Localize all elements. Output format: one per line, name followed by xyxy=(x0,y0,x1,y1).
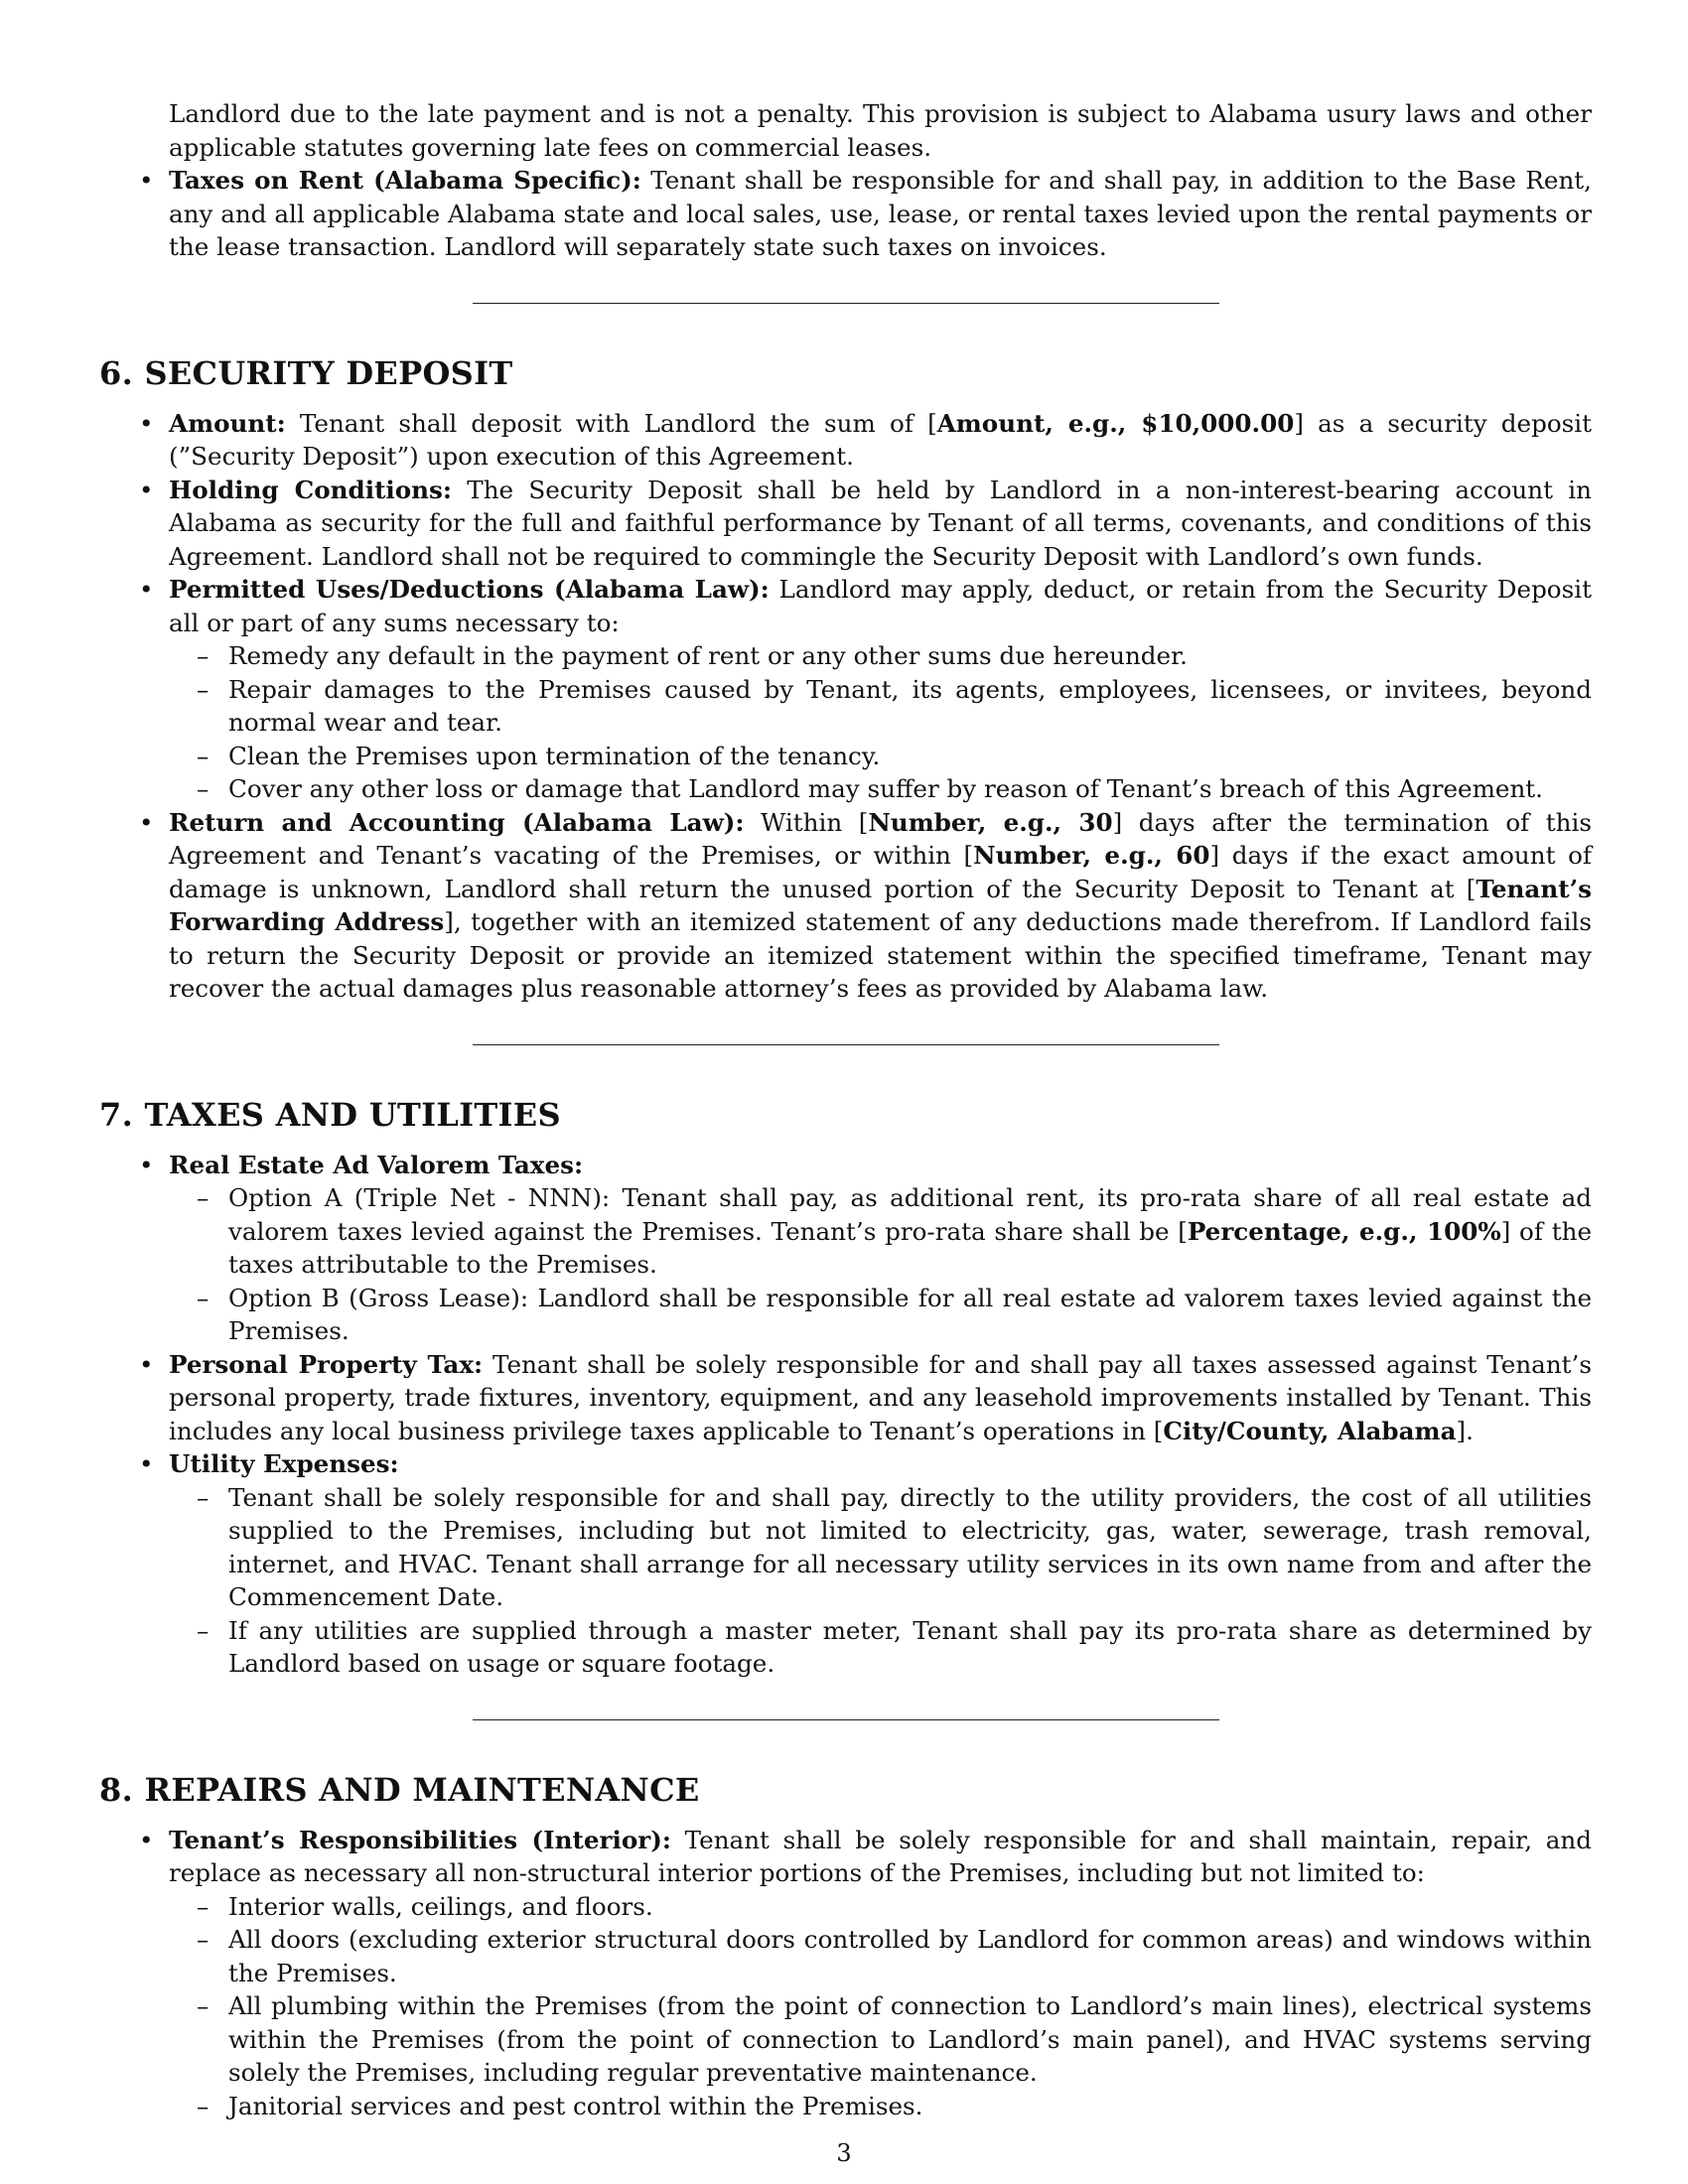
section-7-heading: 7. TAXES AND UTILITIES xyxy=(99,1095,561,1134)
intro-list xyxy=(99,164,1592,264)
permitted-subitem: – Cover any other loss or damage that Landlord may suffer by reason of Tenant’s breach of this Agreement. xyxy=(99,772,1592,806)
personal-text-2: ]. xyxy=(1456,1416,1474,1445)
personal-label: Personal Property Tax: xyxy=(169,1349,484,1379)
amount-text-1: Tenant shall deposit with Landlord the sum of [ xyxy=(285,408,937,438)
amount-item xyxy=(99,407,1592,474)
ad-valorem-item xyxy=(99,1149,1592,1182)
option-a-text-1: Option A (Triple Net - NNN): Tenant shall pay, as additional rent, its pro-rata share of all real estate ad valorem taxes levied against the Premises. Tenant’s pro-rata share shall be [ xyxy=(228,1183,1592,1246)
option-a-placeholder: Percentage, e.g., 100% xyxy=(1187,1216,1501,1246)
tenant-resp-text: Tenant shall be solely responsible for and shall maintain, repair, and replace as necessary all non-structural interior portions of the Premises, including but not limited to: xyxy=(169,1825,1592,1887)
tenant-resp-subitem: – All doors (excluding exterior structural doors controlled by Landlord for common areas) and windows within the Premises. xyxy=(99,1923,1592,1989)
section-7-list xyxy=(99,1149,1592,1182)
permitted-subitem: – Repair damages to the Premises caused by Tenant, its agents, employees, licensees, or invitees, beyond normal wear and tear. xyxy=(99,673,1592,740)
personal-placeholder: City/County, Alabama xyxy=(1163,1416,1457,1445)
ad-valorem-sublist xyxy=(99,1181,1592,1348)
return-text-1: Within [ xyxy=(744,807,869,837)
utility-sublist xyxy=(99,1481,1592,1681)
option-b-subitem: – Option B (Gross Lease): Landlord shall be responsible for all real estate ad valorem taxes levied against the Premises. xyxy=(99,1282,1592,1348)
section-8-list xyxy=(99,1824,1592,1890)
return-placeholder-2: Number, e.g., 60 xyxy=(973,841,1210,870)
return-text-3: ] days if the exact amount of damage is unknown, Landlord shall return the unused portion of the Security Deposit to Tenant at [ xyxy=(169,841,1592,903)
section-divider xyxy=(473,1044,1219,1045)
utility-expenses-item xyxy=(99,1447,1592,1481)
permitted-uses-item xyxy=(99,573,1592,639)
permitted-subitem: – Remedy any default in the payment of rent or any other sums due hereunder. xyxy=(99,639,1592,673)
section-7-list-cont xyxy=(99,1348,1592,1481)
option-a-text-2: ] of the taxes attributable to the Premises. xyxy=(228,1216,1592,1279)
return-accounting-item xyxy=(99,806,1592,1006)
taxes-on-rent-label: Taxes on Rent (Alabama Specific): xyxy=(169,166,641,195)
return-placeholder-1: Number, e.g., 30 xyxy=(868,807,1113,837)
section-6-heading: 6. SECURITY DEPOSIT xyxy=(99,353,513,392)
amount-label: Amount: xyxy=(169,408,286,438)
personal-text-1: Tenant shall be solely responsible for and shall pay all taxes assessed against Tenant’s personal property, trade fixtures, inventory, equipment, and any leasehold improvements installed by Tenant. This includes any local business privilege taxes applicable to Tenant’s operations in [ xyxy=(169,1349,1592,1445)
tenant-resp-subitem: – Janitorial services and pest control within the Premises. xyxy=(99,2090,1592,2123)
tenant-resp-subitem: – All plumbing within the Premises (from the point of connection to Landlord’s main lines), electrical systems within the Premises (from the point of connection to Landlord’s main panel), and HVAC systems serving solely the Premises, including regular preventative maintenance. xyxy=(99,1989,1592,2090)
tenant-responsibilities-item xyxy=(99,1824,1592,1890)
holding-label: Holding Conditions: xyxy=(169,475,452,504)
amount-placeholder: Amount, e.g., $10,000.00 xyxy=(936,408,1295,438)
option-a-subitem xyxy=(99,1181,1592,1282)
permitted-subitem: – Clean the Premises upon termination of the tenancy. xyxy=(99,740,1592,773)
section-6-list-cont xyxy=(99,806,1592,1006)
permitted-sublist xyxy=(99,639,1592,806)
section-8-heading: 8. REPAIRS AND MAINTENANCE xyxy=(99,1770,700,1809)
holding-text: The Security Deposit shall be held by Landlord in a non-interest-bearing account in Alabama as security for the full and faithful performance by Tenant of all terms, covenants, and conditions of this Agreement. Landlord shall not be required to commingle the Security Deposit with Landlord’s own funds. xyxy=(169,475,1592,571)
ad-valorem-label: Real Estate Ad Valorem Taxes: xyxy=(169,1150,584,1179)
permitted-text: Landlord may apply, deduct, or retain from the Security Deposit all or part of any sums necessary to: xyxy=(169,575,1592,637)
tenant-resp-sublist xyxy=(99,1890,1592,2123)
tenant-resp-label: Tenant’s Responsibilities (Interior): xyxy=(169,1825,671,1854)
amount-text-2: ] as a security deposit (”Security Deposit”) upon execution of this Agreement. xyxy=(169,408,1593,471)
late-fee-continuation: Landlord due to the late payment and is not a penalty. This provision is subject to Alabama usury laws and other applicable statutes governing late fees on commercial leases. xyxy=(169,99,1592,162)
personal-property-item xyxy=(99,1348,1592,1448)
taxes-on-rent-item xyxy=(99,164,1592,264)
return-text-4: ], together with an itemized statement of any deductions made therefrom. If Landlord fails to return the Security Deposit or provide an itemized statement within the specified timeframe, Tenant may recover the actual damages plus reasonable attorney’s fees as provided by Alabama law. xyxy=(169,907,1592,1003)
utility-label: Utility Expenses: xyxy=(169,1449,399,1478)
page-number: 3 xyxy=(836,2139,852,2167)
document-page xyxy=(99,97,1592,2122)
taxes-on-rent-text: Tenant shall be responsible for and shall pay, in addition to the Base Rent, any and all applicable Alabama state and local sales, use, lease, or rental taxes levied upon the rental payments or the lease transaction. Landlord will separately state such taxes on invoices. xyxy=(169,166,1592,261)
tenant-resp-subitem: – Interior walls, ceilings, and floors. xyxy=(99,1890,1592,1924)
utility-subitem: – Tenant shall be solely responsible for and shall pay, directly to the utility providers, the cost of all utilities supplied to the Premises, including but not limited to electricity, gas, water, sewerage, trash removal, internet, and HVAC. Tenant shall arrange for all necessary utility services in its own name from and after the Commencement Date. xyxy=(99,1481,1592,1614)
holding-conditions-item xyxy=(99,474,1592,574)
return-label: Return and Accounting (Alabama Law): xyxy=(169,807,745,837)
section-6-list xyxy=(99,407,1592,640)
utility-subitem: – If any utilities are supplied through a master meter, Tenant shall pay its pro-rata share as determined by Landlord based on usage or square footage. xyxy=(99,1614,1592,1681)
section-divider xyxy=(473,303,1219,304)
return-placeholder-3: Tenant’s Forwarding Address xyxy=(169,874,1592,936)
section-divider xyxy=(473,1719,1219,1720)
return-text-2: ] days after the termination of this Agreement and Tenant’s vacating of the Premises, or within [ xyxy=(169,807,1592,870)
permitted-label: Permitted Uses/Deductions (Alabama Law): xyxy=(169,575,770,604)
